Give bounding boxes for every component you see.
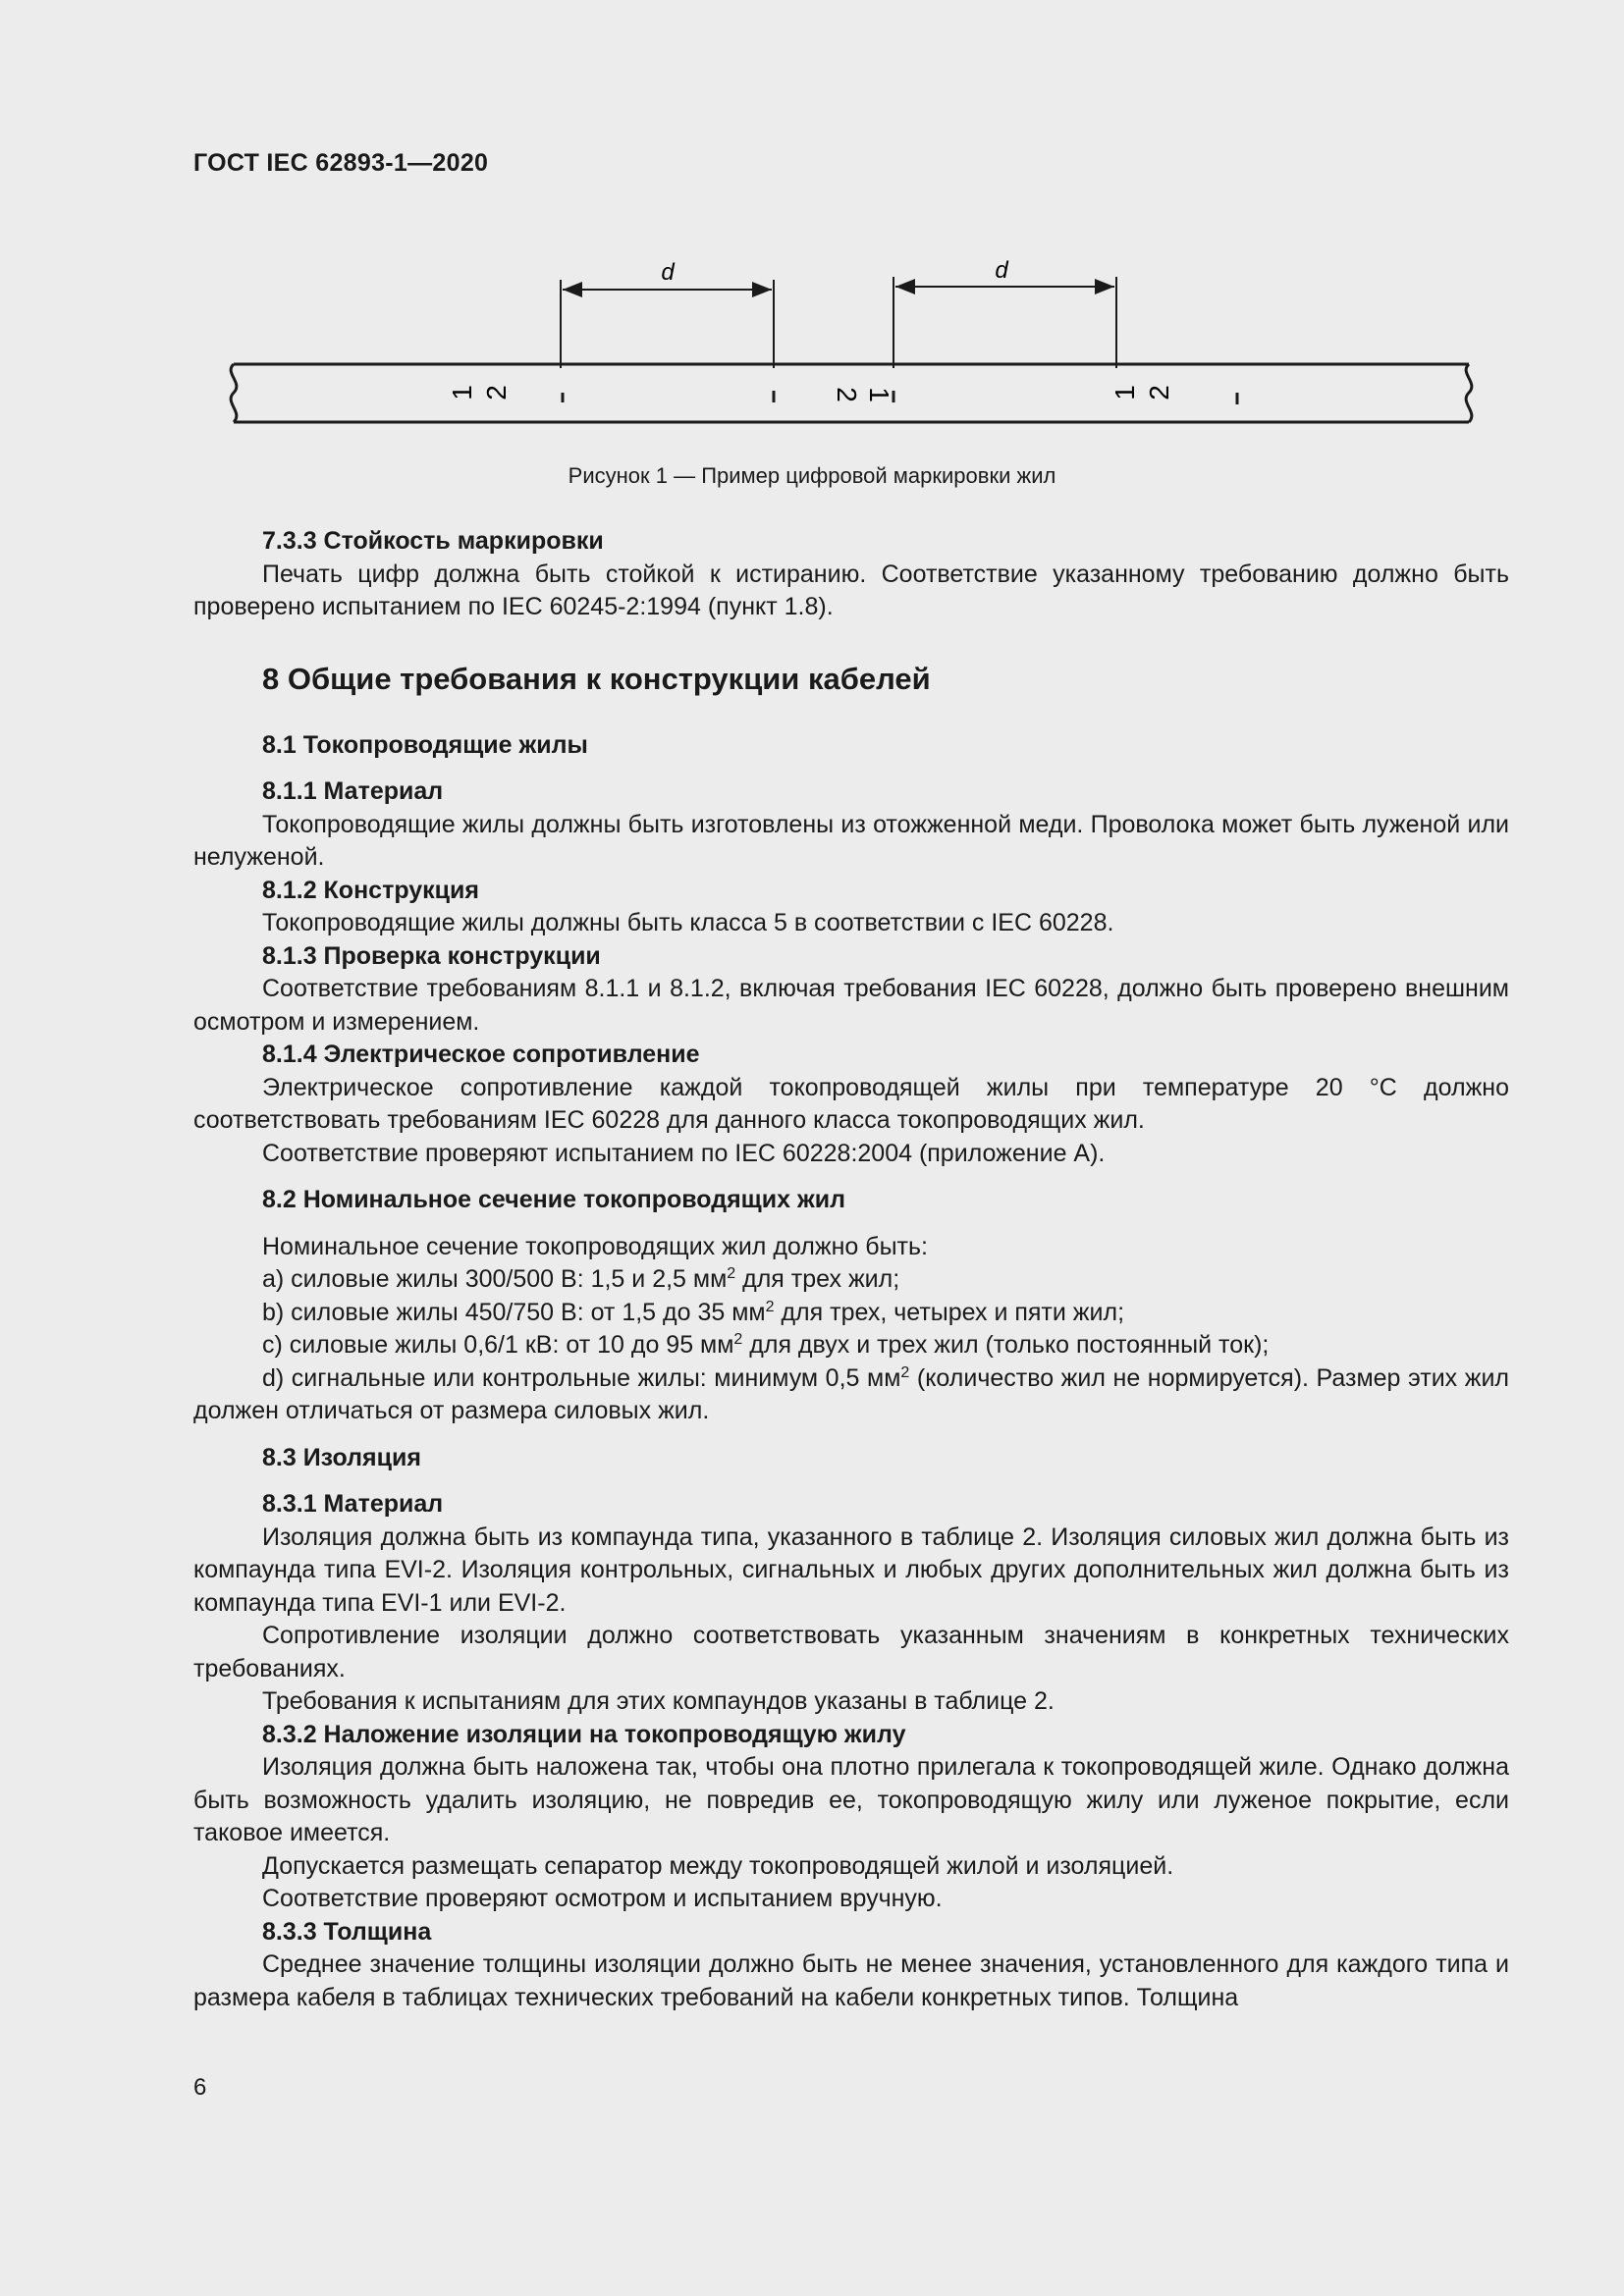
section-heading: 8.3.1 Материал [262,1490,444,1518]
dimension-label-1: d [661,259,675,286]
paragraph: Электрическое сопротивление каждой токопроводящей жилы при температуре 20 °С должно соответствовать требованиям IEC 60228 для данного класса токопроводящих жил. [193,1073,1509,1134]
dimension-label-2: d [995,257,1008,284]
marking-digit: 2 [832,387,862,402]
cable-left-break [231,364,237,422]
section-heading: 8.3.2 Наложение изоляции на токопроводящую жилу [262,1720,906,1748]
marking-digit: 2 [481,385,512,400]
marking-digit: 1 [447,385,477,400]
wire-marking-diagram [226,245,1483,442]
section-heading: 8.1.2 Конструкция [262,876,480,904]
section-heading: 7.3.3 Стойкость маркировки [262,527,604,555]
marking-digit: 2 [1144,385,1174,400]
section-heading: 8.1.1 Материал [262,777,444,805]
section-heading: 8.3 Изоляция [262,1443,421,1471]
list-item: d) сигнальные или контрольные жилы: минимум 0,5 $мм^2$ (количество жил не нормируется). Размер этих жил должен отличаться от размера силовых жил. [193,1363,1510,1424]
document-header: ГОСТ IEC 62893-1—2020 [193,149,489,177]
paragraph: Соответствие требованиям 8.1.1 и 8.1.2, включая требования IEC 60228, должно быть проверено внешним осмотром и измерением. [193,975,1509,1036]
cable-right-break [1466,364,1472,422]
page-number: 6 [193,2074,207,2101]
section-heading: 8.1 Токопроводящие жилы [262,730,588,759]
paragraph: Изоляция должна быть из компаунда типа, указанного в таблице 2. Изоляция силовых жил должна быть из компаунда типа EVI-2. Изоляция контрольных, сигнальных и любых других дополнительных жил должна быть из компаунда типа EVI-1 или EVI-2. [193,1522,1509,1617]
list-item: а) силовые жилы 300/500 В: 1,5 и 2,5 $мм^2$ для трех жил; [262,1265,900,1293]
document-body [193,525,1509,2014]
section-heading: 8.1.4 Электрическое сопротивление [262,1041,700,1068]
paragraph: Среднее значение толщины изоляции должно быть не менее значения, установленного для каждого типа и размера кабеля в таблицах технических требований на кабели конкретных типов. Толщина [193,1950,1509,2011]
marking-digit: 1 [864,387,894,402]
paragraph: Сопротивление изоляции должно соответствовать указанным значениям в конкретных технических требованиях. [193,1622,1509,1682]
section-heading: 8.1.3 Проверка конструкции [262,941,601,970]
section-heading: 8.2 Номинальное сечение токопроводящих жил [262,1186,845,1213]
paragraph: Токопроводящие жилы должны быть изготовлены из отожженной меди. Проволока может быть луженой или нелуженой. [193,810,1509,871]
marking-digit: 1 [1110,385,1140,400]
paragraph: Требования к испытаниям для этих компаундов указаны в таблице 2. [262,1687,1055,1715]
paragraph: Допускается размещать сепаратор между токопроводящей жилой и изоляцией. [262,1851,1174,1880]
list-item: с) силовые жилы 0,6/1 кВ: от 10 до 95 $мм^2$ для двух и трех жил (только постоянный ток); [262,1331,1270,1359]
paragraph: Номинальное сечение токопроводящих жил должно быть: [262,1232,928,1260]
paragraph: Изоляция должна быть наложена так, чтобы она плотно прилегала к токопроводящей жиле. Однако должна быть возможность удалить изоляцию, не повредив ее, токопроводящую жилу или луженое покрытие, если таковое имеется. [193,1753,1509,1846]
list-item: b) силовые жилы 450/750 В: от 1,5 до 35 $мм^2$ для трех, четырех и пяти жил; [262,1298,1125,1326]
paragraph: Печать цифр должна быть стойкой к истиранию. Соответствие указанному требованию должно быть проверено испытанием по IEC 60245-2:1994 (пункт 1.8). [193,560,1509,620]
section-heading: 8.3.3 Толщина [262,1917,432,1946]
figure-caption: Рисунок 1 — Пример цифровой маркировки жил [568,463,1056,488]
section-heading-main: 8 Общие требования к конструкции кабелей [262,661,931,696]
figure-1 [226,245,1483,442]
paragraph: Соответствие проверяют испытанием по IEC 60228:2004 (приложение А). [262,1139,1106,1167]
paragraph: Токопроводящие жилы должны быть класса 5 в соответствии с IEC 60228. [262,909,1114,936]
paragraph: Соответствие проверяют осмотром и испытанием вручную. [262,1885,943,1912]
